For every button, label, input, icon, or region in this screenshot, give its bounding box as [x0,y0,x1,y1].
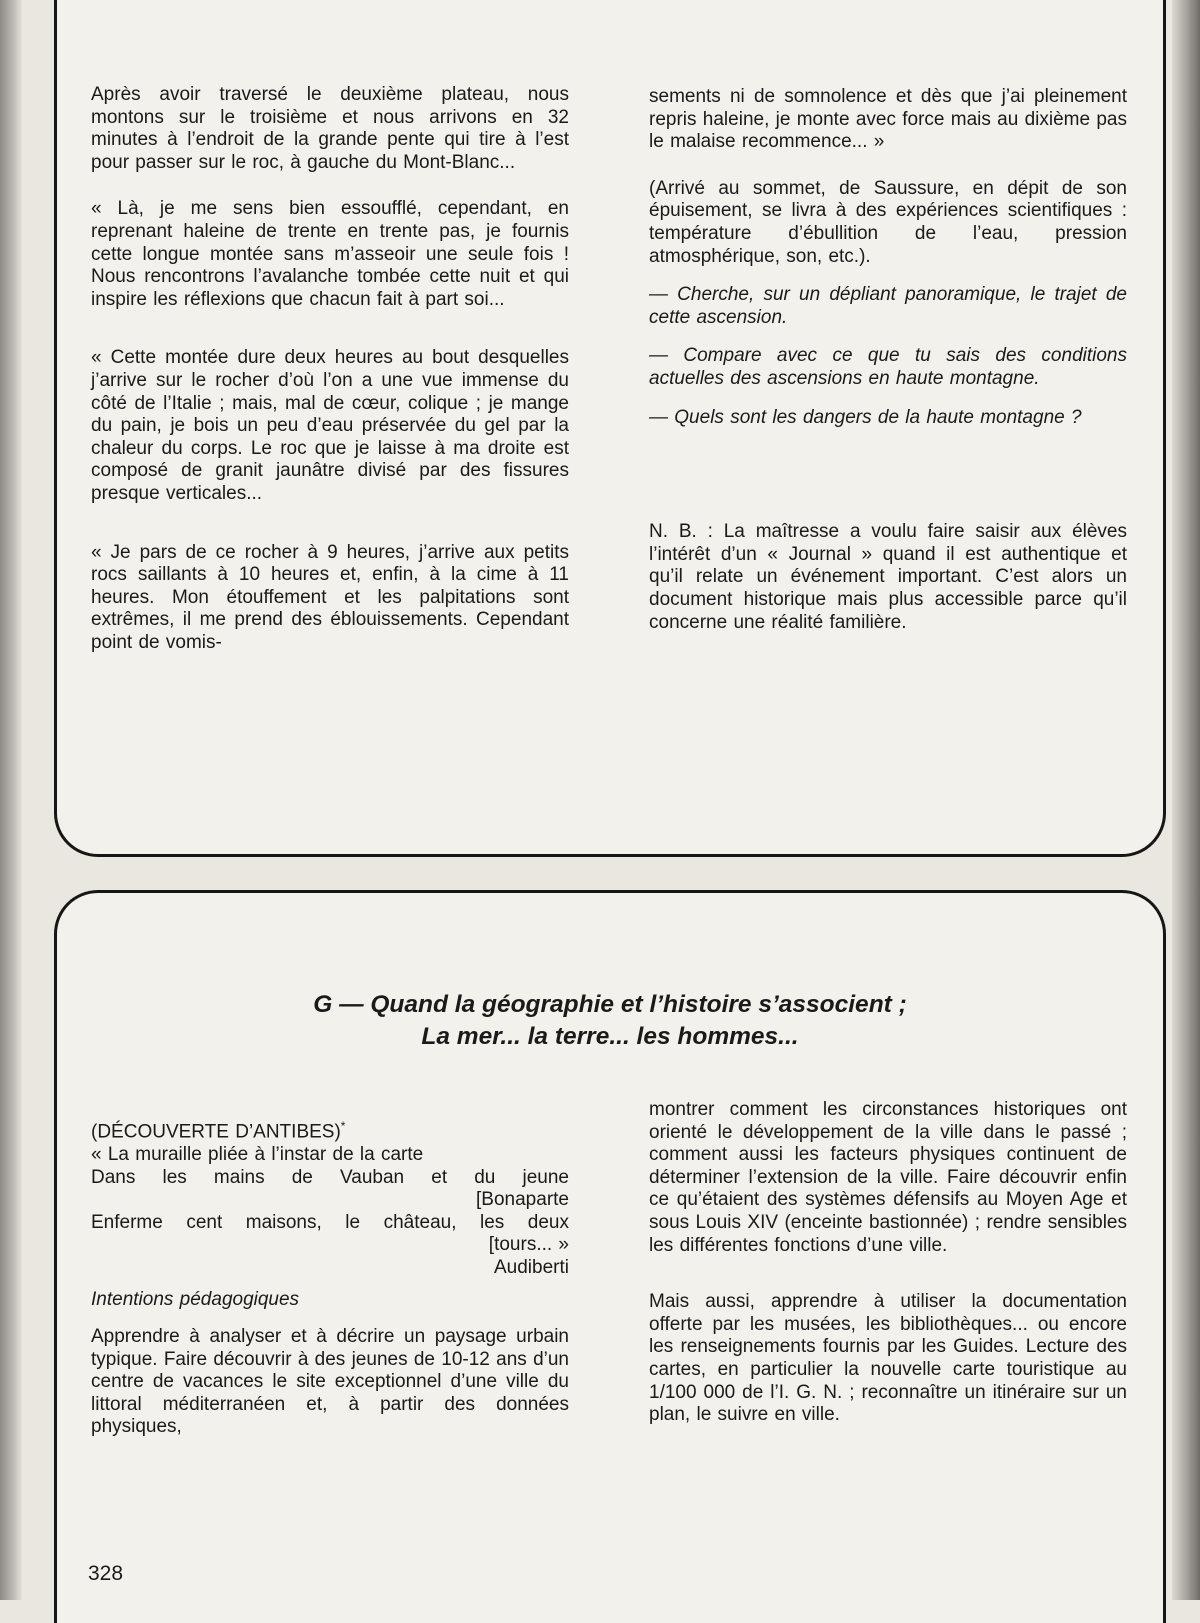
summit-note: (Arrivé au sommet, de Saussure, en dépit de son épuisement, se livra à des expériences scientifiques : température d’ébullition de l’eau, pression atmosphérique, son, etc.). [649,177,1127,267]
poem-line: Dans les mains de Vauban et du jeune [91,1166,569,1188]
heading-line-2: La mer... la terre... les hommes... [421,1023,799,1050]
poem-line: Enferme cent maisons, le château, les deux [91,1211,569,1233]
page-gutter-left [0,0,22,1600]
poem-line: [tours... » [488,1234,569,1256]
paragraph: montrer comment les circonstances historiques ont orienté le développement de la ville dans le passé ; comment aussi les facteurs physiques continuent de déterminer l’extension de la ville. Faire découvrir enfin ce qu’étaient des systèmes défensifs au Moyen Age et sous Louis XIV (enceinte bastionnée) ; rendre sensibles les différentes fonctions d’une ville. [649,1099,1127,1256]
footnote-mark: * [340,1119,346,1133]
intentions-text: Apprendre à analyser et à décrire un paysage urbain typique. Faire découvrir à des jeunes de 10-12 ans d’un centre de vacances le site exceptionnel d’une ville du littoral méditerranéen et, à partir des données physiques, [91,1326,569,1438]
paragraph: « Je pars de ce rocher à 9 heures, j’arrive aux petits rocs saillants à 10 heures et, enfin, à la cime à 11 heures. Mon étouffement et les palpitations sont extrêmes, il me prend des éblouissements. Cependant point de vomis- [91,541,569,653]
paragraph: sements ni de somnolence et dès que j’ai pleinement repris haleine, je monte avec force mais au dixième pas le malaise recommence... » [649,86,1127,153]
bottom-left-column [91,1115,569,1439]
page-number: 328 [88,1562,124,1585]
top-text-box [54,0,1166,857]
top-right-column [649,86,1127,634]
question-3: — Quels sont les dangers de la haute montagne ? [649,406,1082,428]
poem-line: [Bonaparte [476,1189,569,1211]
section-heading [57,989,1163,1053]
paragraph: « Cette montée dure deux heures au bout desquelles j’arrive sur le rocher d’où l’on a une vue immense du côté de l’Italie ; mais, mal de cœur, colique ; je mange du pain, je bois un peu d’eau préservée du gel par la chaleur du corps. Le roc que je laisse à ma droite est composé de granit jaunâtre divisé par des fissures presque verticales... [91,347,569,504]
question-2: — Compare avec ce que tu sais des conditions actuelles des ascensions en haute montagne. [649,345,1127,389]
page-gutter-right [1172,0,1200,1600]
poem-quote [91,1144,569,1280]
bottom-right-column [649,1099,1127,1427]
poem-author: Audiberti [494,1256,569,1278]
nb-note: N. B. : La maîtresse a voulu faire saisir aux élèves l’intérêt d’un « Journal » quand il est authentique et qu’il relate un événement important. C’est alors un document historique mais plus accessible parce qu’il concerne une réalité familière. [649,521,1127,633]
top-left-column [91,84,569,654]
paragraph: Mais aussi, apprendre à utiliser la documentation offerte par les musées, les bibliothèques... ou encore les renseignements fournis par les Guides. Lecture des cartes, en particulier la nouvelle carte touristique au 1/100 000 de l’I. G. N. ; reconnaître un itinéraire sur un plan, le suivre en ville. [649,1291,1127,1426]
intentions-title: Intentions pédagogiques [91,1289,300,1311]
subtitle [91,1115,569,1144]
question-1: — Cherche, sur un dépliant panoramique, le trajet de cette ascension. [649,284,1127,328]
heading-line-1: G — Quand la géographie et l’histoire s’associent ; [313,991,907,1018]
bottom-text-box [54,890,1166,1623]
paragraph: « Là, je me sens bien essoufflé, cependant, en reprenant haleine de trente en trente pas, je fournis cette longue montée sans m’asseoir une seule fois ! Nous rencontrons l’avalanche tombée cette nuit et qui inspire les réflexions que chacun fait à part soi... [91,198,569,310]
paragraph: Après avoir traversé le deuxième plateau, nous montons sur le troisième et nous arrivons en 32 minutes à l’endroit de la grande pente qui tire à l’est pour passer sur le roc, à gauche du Mont-Blanc... [91,84,569,173]
poem-line: « La muraille pliée à l’instar de la carte [91,1143,424,1165]
subtitle-text: (DÉCOUVERTE D’ANTIBES) [91,1121,341,1143]
